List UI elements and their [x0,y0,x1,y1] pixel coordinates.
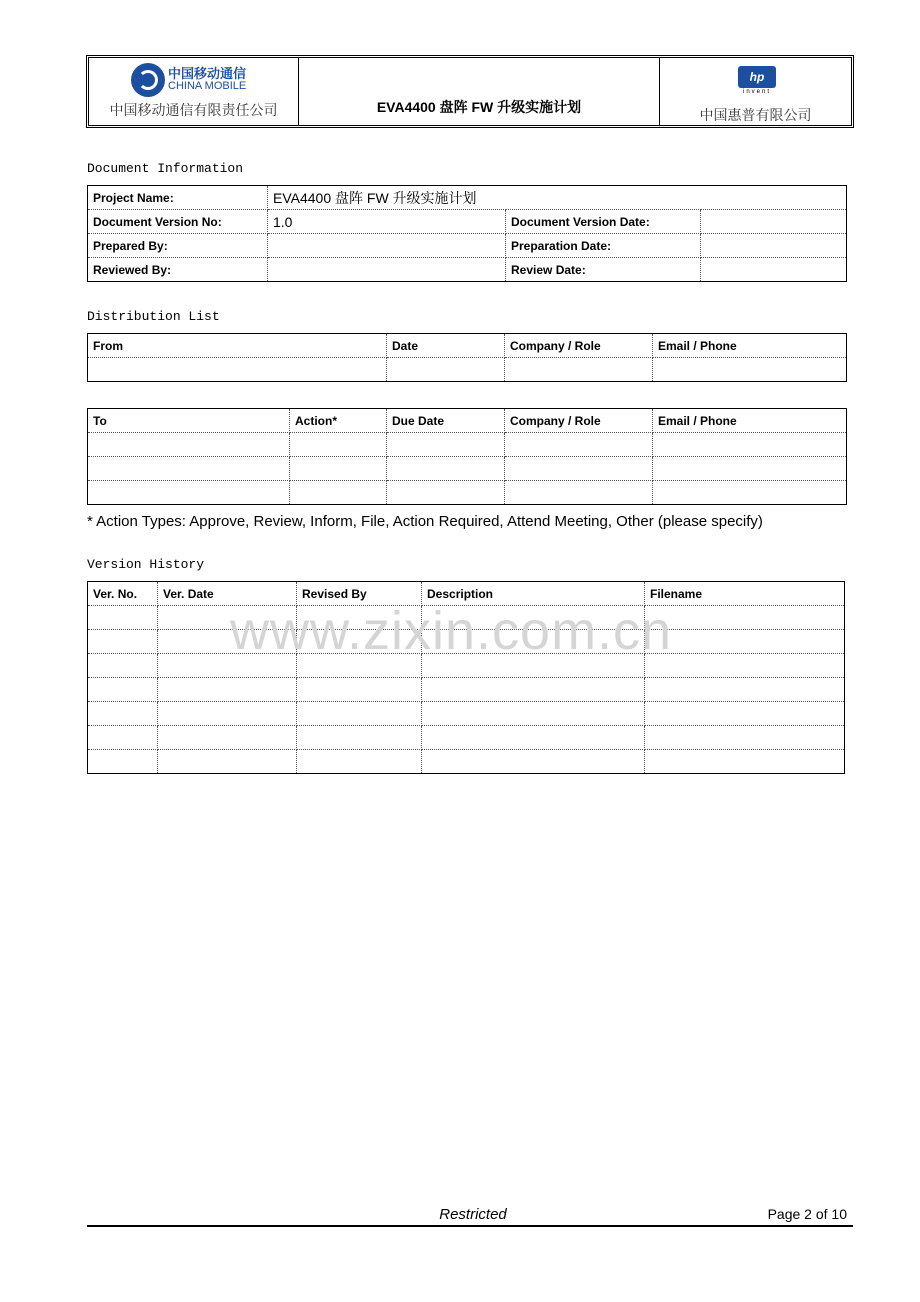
column-header: Revised By [297,582,422,606]
action-types-note: * Action Types: Approve, Review, Inform, File, Action Required, Attend Meeting, Other (please specify) [87,513,763,530]
distribution-from-table [87,333,847,382]
reviewed-by-label: Reviewed By: [88,258,268,282]
preparation-date-value [701,234,847,258]
prepared-by-label: Prepared By: [88,234,268,258]
table-row [88,457,847,481]
right-company-name: 中国惠普有限公司 [699,108,812,124]
hp-logo-subtitle: invent [742,89,771,95]
version-date-label: Document Version Date: [506,210,701,234]
column-header: To [88,409,290,433]
footer-classification: Restricted [439,1206,507,1223]
column-header: Action* [290,409,387,433]
preparation-date-label: Preparation Date: [506,234,701,258]
reviewed-by-value [268,258,506,282]
table-row [88,210,847,234]
left-company-name: 中国移动通信有限责任公司 [109,103,278,119]
prepared-by-value [268,234,506,258]
column-header: Email / Phone [653,409,847,433]
china-mobile-logo-icon [131,63,165,97]
table-row [88,433,847,457]
doc-info-heading: Document Information [87,161,244,176]
table-header-row [88,409,847,433]
column-header: Company / Role [505,409,653,433]
table-row [88,750,845,774]
table-row [88,258,847,282]
distribution-heading: Distribution List [87,309,220,324]
table-row [88,726,845,750]
table-row [88,186,847,210]
version-date-value [701,210,847,234]
project-name-value: EVA4400 盘阵 FW 升级实施计划 [268,186,847,210]
table-row [88,702,845,726]
hp-logo-icon: hp [738,66,776,88]
header-left-cell [89,58,299,125]
review-date-value [701,258,847,282]
version-history-heading: Version History [87,557,205,572]
column-header: From [88,334,387,358]
header-right-cell [660,58,851,125]
table-header-row [88,334,847,358]
column-header: Filename [645,582,845,606]
distribution-to-table [87,408,847,505]
page-header [86,55,854,128]
china-mobile-logo-en: CHINA MOBILE [168,80,247,92]
footer-rule [87,1225,853,1227]
column-header: Due Date [387,409,505,433]
column-header: Email / Phone [653,334,847,358]
table-row [88,481,847,505]
document-title: EVA4400 盘阵 FW 升级实施计划 [299,58,660,125]
version-no-label: Document Version No: [88,210,268,234]
review-date-label: Review Date: [506,258,701,282]
watermark: www.zixin.com.cn [230,601,673,661]
column-header: Ver. Date [158,582,297,606]
column-header: Date [387,334,505,358]
table-row [88,678,845,702]
version-no-value: 1.0 [268,210,506,234]
column-header: Description [422,582,645,606]
table-row [88,234,847,258]
china-mobile-logo-zh: 中国移动通信 [168,66,247,81]
china-mobile-logo [131,63,246,97]
doc-info-table [87,185,847,282]
column-header: Company / Role [505,334,653,358]
footer-page-number: Page 2 of 10 [767,1206,847,1222]
table-row [88,358,847,382]
column-header: Ver. No. [88,582,158,606]
project-name-label: Project Name: [88,186,268,210]
